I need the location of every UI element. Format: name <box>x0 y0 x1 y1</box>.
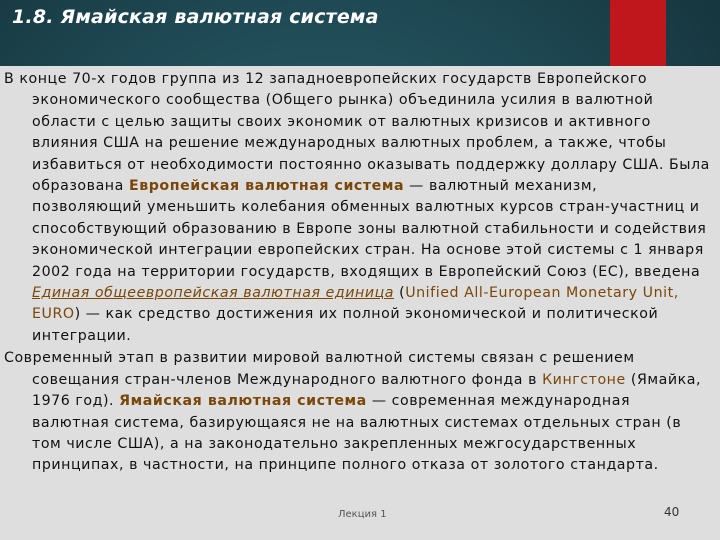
paragraph-text: ) — как средство достижения их полной экономической и политической интеграции. <box>32 306 659 344</box>
paragraph-text: — современная международная валютная система, базирующаяся не на валютных системах отдельных стран (в том числе США), а на законодательно закрепленных межгосударственных принципах, в частности, на принципе полного отказа от золотого стандарта. <box>32 393 682 474</box>
term-kingston: Кингстоне <box>542 371 626 388</box>
page-number: 40 <box>664 505 680 519</box>
paragraph-text: Современный этап в развитии мировой валютной системы связан с решением совещания стран-членов Международного валютного фонда в <box>4 350 635 388</box>
term-jamaican-monetary-system: Ямайская валютная система <box>119 393 367 410</box>
body-text <box>4 69 712 477</box>
paragraph-text: (Ямайка, 1976 год). <box>32 371 702 410</box>
footer-label: Лекция 1 <box>338 509 387 520</box>
paragraph-jamaican <box>4 348 712 476</box>
paragraph-ems <box>4 69 712 347</box>
slide-title: 1.8. Ямайская валютная система <box>12 6 379 28</box>
term-euro-english: Unified All-European Monetary Unit, EURO <box>32 285 679 323</box>
term-euro-unit: Единая общеевропейская валютная единица <box>32 285 395 302</box>
paragraph-text: — валютный механизм, позволяющий уменьшить колебания обменных валютных курсов стран-участниц и способствующий образованию в Европе зоны валютной стабильности и содействия экономической интеграции европейских стран. На основе этой системы с 1 января 2002 года на территории государств, входящих в Европейский Союз (ЕС), введена <box>32 178 707 280</box>
content-panel <box>0 66 720 540</box>
term-european-monetary-system: Европейская валютная система <box>128 178 405 195</box>
paragraph-text: В конце 70-х годов группа из 12 западноевропейских государств Европейского экономического сообщества (Общего рынка) объединила усилия в валютной области с целью защиты своих экономик от валютных кризисов и активного влияния США на решение международных валютных проблем, а также, чтобы избавиться от необходимости постоянно оказывать поддержку доллару США. Была образована <box>4 71 710 195</box>
paragraph-text: ( <box>394 285 406 302</box>
